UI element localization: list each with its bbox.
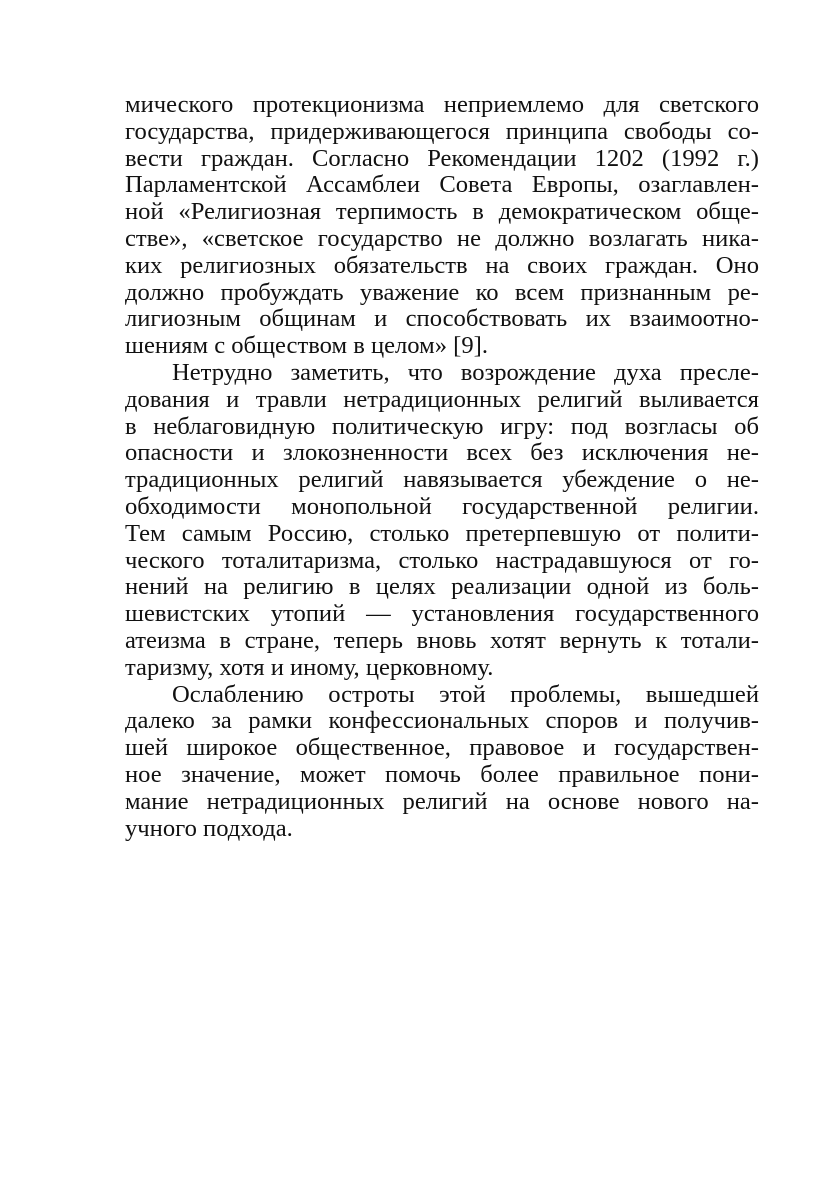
text-line: дования и травли нетрадиционных религий выливается xyxy=(125,385,759,413)
text-line: вести граждан. Согласно Рекомендации 1202 (1992 г.) xyxy=(125,144,759,172)
text-line: мического протекционизма неприемлемо для светского xyxy=(125,91,759,118)
text-line: стве», «светское государство не должно возлагать ника- xyxy=(125,224,759,252)
text-line: государства, придерживающегося принципа свободы со- xyxy=(125,117,759,145)
text-line: шениям с обществом в целом» [9]. xyxy=(125,332,488,360)
text-line: опасности и злокозненности всех без исключения не- xyxy=(125,439,759,467)
text-line: Парламентской Ассамблеи Совета Европы, озаглавлен- xyxy=(125,171,759,199)
text-line: Нетрудно заметить, что возрождение духа пресле- xyxy=(172,358,759,386)
text-line: Ослаблению остроты этой проблемы, вышедшей xyxy=(172,680,759,708)
text-line: таризму, хотя и иному, церковному. xyxy=(125,653,494,681)
text-line: ческого тоталитаризма, столько настрадавшуюся от го- xyxy=(125,546,759,574)
text-line: ких религиозных обязательств на своих граждан. Оно xyxy=(125,251,759,279)
text-line: должно пробуждать уважение ко всем признанным ре- xyxy=(125,278,759,306)
text-line: атеизма в стране, теперь вновь хотят вернуть к тотали- xyxy=(125,626,759,654)
text-line: обходимости монопольной государственной религии. xyxy=(125,492,759,520)
paragraph-1 xyxy=(125,92,759,360)
paragraph-2 xyxy=(125,360,759,682)
text-line: ное значение, может помочь более правильное пони- xyxy=(125,760,759,788)
body-text xyxy=(125,92,759,842)
text-line: шей широкое общественное, правовое и государствен- xyxy=(125,734,759,762)
text-line: ной «Религиозная терпимость в демократическом обще- xyxy=(125,198,759,226)
text-line: традиционных религий навязывается убеждение о не- xyxy=(125,466,759,494)
text-line: нений на религию в целях реализации одной из боль- xyxy=(125,573,759,601)
text-line: лигиозным общинам и способствовать их взаимоотно- xyxy=(125,305,759,333)
text-line: в неблаговидную политическую игру: под возгласы об xyxy=(125,412,759,440)
text-line: учного подхода. xyxy=(125,814,293,842)
text-line: мание нетрадиционных религий на основе нового на- xyxy=(125,787,759,815)
text-line: далеко за рамки конфессиональных споров и получив- xyxy=(125,707,759,735)
paragraph-3 xyxy=(125,682,759,843)
text-line: шевистских утопий — установления государственного xyxy=(125,600,759,628)
text-line: Тем самым Россию, столько претерпевшую от полити- xyxy=(125,519,759,547)
